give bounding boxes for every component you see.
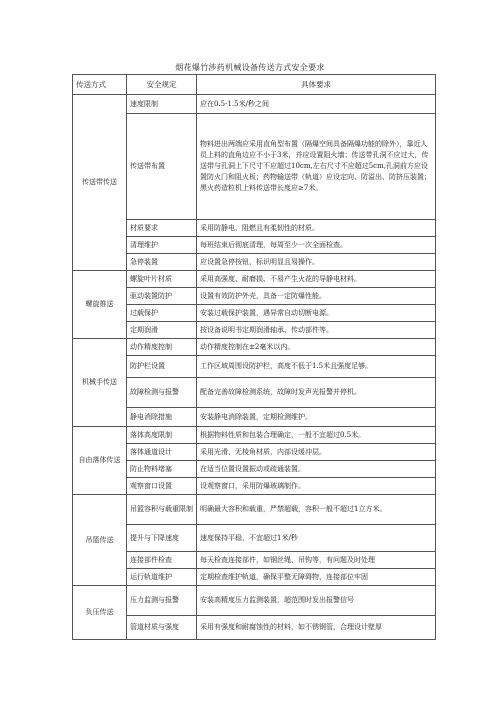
requirement-cell: 动作精度控制在±2毫米以内。 bbox=[197, 339, 436, 356]
requirement-cell: 配备完善故障检测系统，故障时发声光报警并停机。 bbox=[197, 378, 436, 408]
rule-cell: 急停装置 bbox=[127, 254, 197, 271]
rule-cell: 传送带布置 bbox=[127, 114, 197, 220]
category-cell: 螺旋推送 bbox=[73, 271, 127, 339]
requirement-cell: 每班结束后彻底清理，每周至少一次全面检查。 bbox=[197, 237, 436, 254]
requirement-cell: 每天检查连接部件，如钢丝绳、吊钩等，有问题及时处理 bbox=[197, 552, 436, 569]
safety-requirements-table bbox=[72, 74, 436, 640]
header-specific-requirement: 具体要求 bbox=[197, 75, 436, 95]
requirement-cell: 采用防静电、阻燃且有柔韧性的材质。 bbox=[197, 220, 436, 237]
requirement-cell: 定期检查维护轨道，确保平整无障碍物，连接部位牢固 bbox=[197, 569, 436, 586]
rule-cell: 故障检测与报警 bbox=[127, 378, 197, 408]
table-row bbox=[73, 478, 436, 495]
requirement-cell: 采用光滑、无棱角材质，内部设缓冲层。 bbox=[197, 444, 436, 461]
rule-cell: 驱动装置防护 bbox=[127, 288, 197, 305]
table-body bbox=[73, 95, 436, 640]
rule-cell: 螺旋叶片材质 bbox=[127, 271, 197, 288]
table-header-row bbox=[73, 75, 436, 95]
requirement-cell: 物料进出两端应采用直角型布置（隔爆空间具备隔爆功能的除外），靠近人员上料的直角边应不小于3米，并应设置阻火墙；传送带孔洞不应过大，传送带与孔洞上下尺寸不应超过10cm,左右尺寸不应超过5cm,孔洞前方应设置防火门和阻火板；药物输送带（轨道）应设定向、防溢出、防挤压装置；黑火药造粒机上料传送带长度应≥7米。 bbox=[197, 114, 436, 220]
table-row bbox=[73, 114, 436, 220]
table-row bbox=[73, 322, 436, 339]
table-row bbox=[73, 339, 436, 356]
table-row bbox=[73, 552, 436, 569]
table-row bbox=[73, 305, 436, 322]
rule-cell: 防止物料堵塞 bbox=[127, 461, 197, 478]
rule-cell: 定期润滑 bbox=[127, 322, 197, 339]
table-row bbox=[73, 569, 436, 586]
table-row bbox=[73, 220, 436, 237]
requirement-cell: 在适当位置设置振动或疏通装置。 bbox=[197, 461, 436, 478]
rule-cell: 观察窗口设置 bbox=[127, 478, 197, 495]
table-row bbox=[73, 616, 436, 640]
table-row bbox=[73, 254, 436, 271]
header-transfer-method: 传送方式 bbox=[73, 75, 127, 95]
rule-cell: 清理维护 bbox=[127, 237, 197, 254]
requirement-cell: 设观察窗口，采用防爆玻璃制作。 bbox=[197, 478, 436, 495]
rule-cell: 速度限制 bbox=[127, 95, 197, 114]
table-row bbox=[73, 378, 436, 408]
rule-cell: 动作精度控制 bbox=[127, 339, 197, 356]
table-row bbox=[73, 495, 436, 525]
header-safety-rule: 安全规定 bbox=[127, 75, 197, 95]
rule-cell: 运行轨道维护 bbox=[127, 569, 197, 586]
rule-cell: 落体通道设计 bbox=[127, 444, 197, 461]
requirement-cell: 明确最大容积和载重，严禁超载，容积一般不超过1立方米。 bbox=[197, 495, 436, 525]
category-cell: 吊篮传送 bbox=[73, 495, 127, 586]
table-row bbox=[73, 586, 436, 616]
requirement-cell: 安装过载保护装置，遇异常自动切断电源。 bbox=[197, 305, 436, 322]
rule-cell: 落体高度限制 bbox=[127, 427, 197, 444]
table-row bbox=[73, 408, 436, 427]
table-row bbox=[73, 356, 436, 378]
table-row bbox=[73, 444, 436, 461]
rule-cell: 静电消除措施 bbox=[127, 408, 197, 427]
requirement-cell: 应设置急停按钮，标识明显且易操作。 bbox=[197, 254, 436, 271]
category-cell: 传送带传送 bbox=[73, 95, 127, 271]
requirement-cell: 采用高强度、耐磨损、不易产生火花的导静电材料。 bbox=[197, 271, 436, 288]
requirement-cell: 安装高精度压力监测装置，超范围时发出报警信号 bbox=[197, 586, 436, 616]
rule-cell: 防护栏设置 bbox=[127, 356, 197, 378]
category-cell: 负压传送 bbox=[73, 586, 127, 640]
table-row bbox=[73, 525, 436, 552]
table-row bbox=[73, 95, 436, 114]
table-row bbox=[73, 427, 436, 444]
rule-cell: 提升与下降速度 bbox=[127, 525, 197, 552]
rule-cell: 压力监测与报警 bbox=[127, 586, 197, 616]
rule-cell: 过载保护 bbox=[127, 305, 197, 322]
requirement-cell: 设置有效防护外壳，具备一定防爆性能。 bbox=[197, 288, 436, 305]
rule-cell: 管道材质与强度 bbox=[127, 616, 197, 640]
rule-cell: 吊篮容积与载重限制 bbox=[127, 495, 197, 525]
requirement-cell: 按设备说明书定期润滑轴承、传动部件等。 bbox=[197, 322, 436, 339]
requirement-cell: 采用有强度和耐腐蚀性的材料，如不锈钢管，合理设计壁厚 bbox=[197, 616, 436, 640]
document-title: 烟花爆竹涉药机械设备传送方式安全要求 bbox=[175, 63, 325, 72]
requirement-cell: 速度保持平稳，不宜超过1米/秒 bbox=[197, 525, 436, 552]
table-row bbox=[73, 461, 436, 478]
requirement-cell: 工作区域周围设防护栏，高度不低于1.5米且强度足够。 bbox=[197, 356, 436, 378]
table-row bbox=[73, 288, 436, 305]
requirement-cell: 应在0.5-1.5米/秒之间 bbox=[197, 95, 436, 114]
requirement-cell: 根据物料性质和包装合理确定，一般不宜超过0.5米。 bbox=[197, 427, 436, 444]
rule-cell: 连接部件检查 bbox=[127, 552, 197, 569]
category-cell: 机械手传送 bbox=[73, 339, 127, 427]
rule-cell: 材质要求 bbox=[127, 220, 197, 237]
category-cell: 自由落体传送 bbox=[73, 427, 127, 495]
table-row bbox=[73, 237, 436, 254]
requirement-cell: 安装静电消除装置，定期检测维护。 bbox=[197, 408, 436, 427]
table-row bbox=[73, 271, 436, 288]
